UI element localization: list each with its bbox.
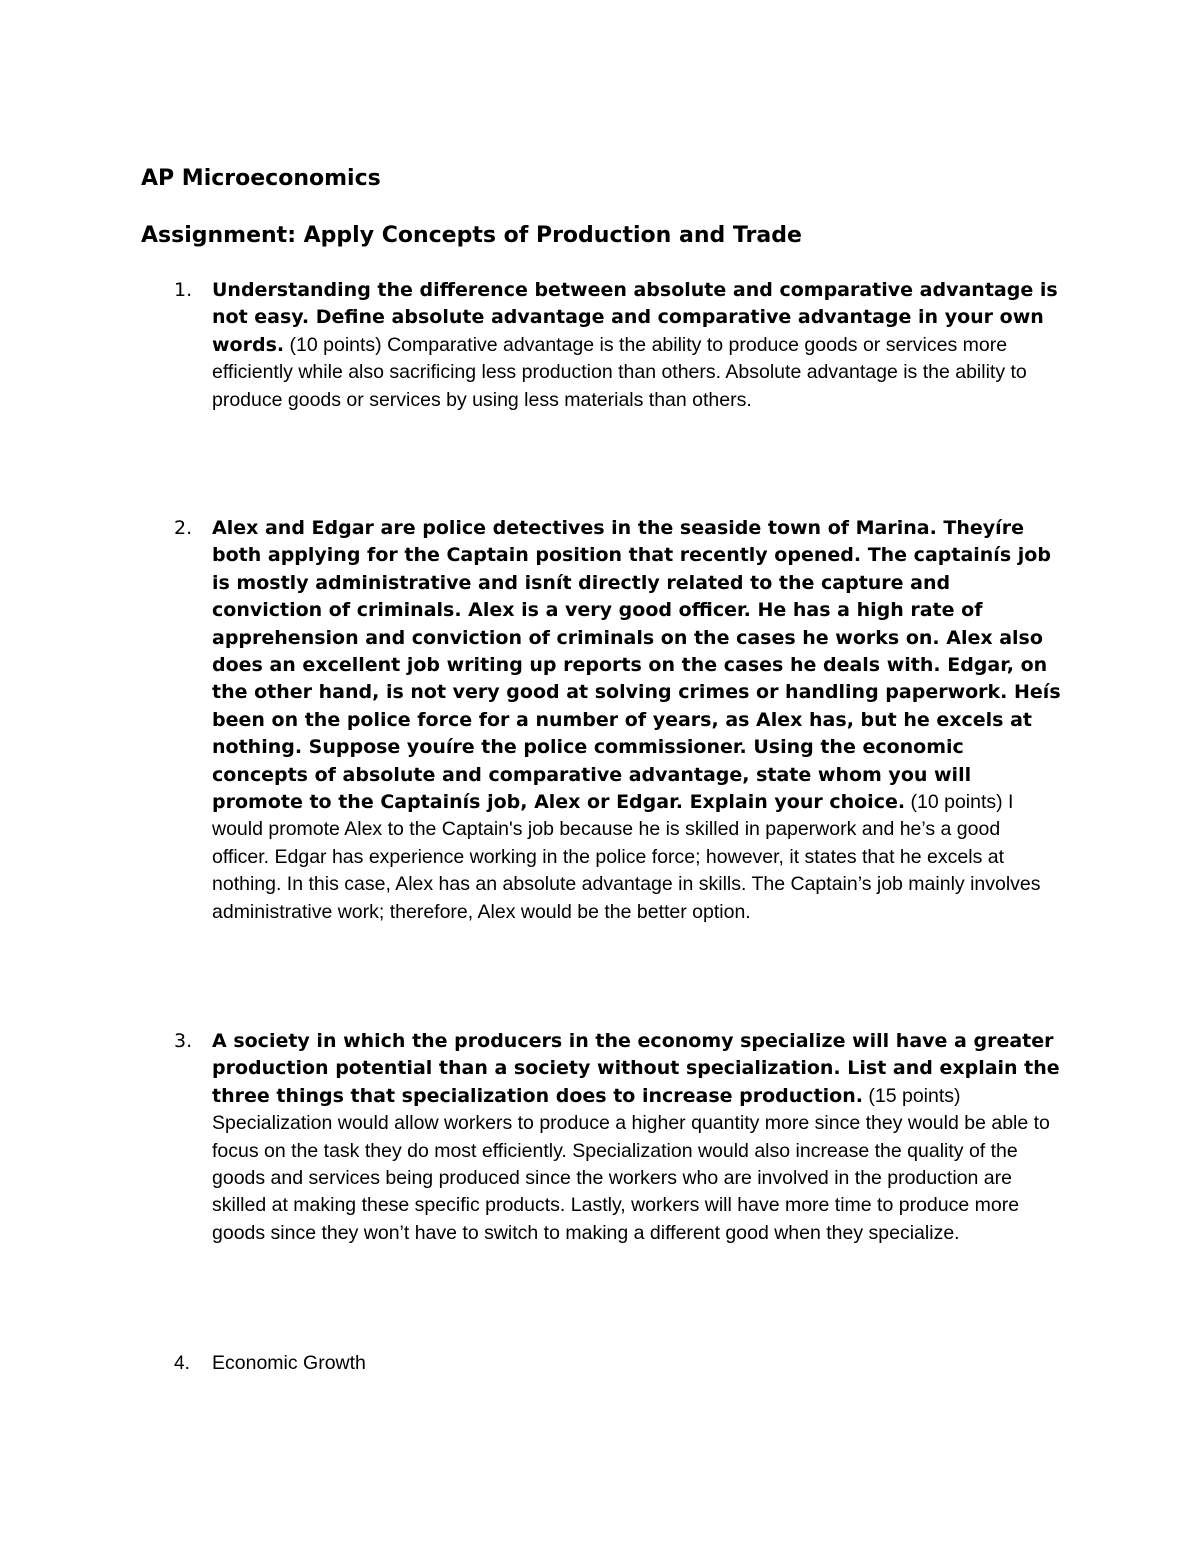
question-number: 4. — [174, 1353, 190, 1374]
question-1 — [141, 277, 1071, 414]
question-body — [212, 1028, 1062, 1247]
question-body — [212, 277, 1062, 414]
question-prompt: Understanding the difference between absolute and comparative advantage is not easy. Define absolute advantage and comparative advantage in your own words. — [212, 279, 1058, 356]
course-title: AP Microeconomics — [141, 166, 381, 191]
question-body — [212, 515, 1062, 926]
question-number: 2. — [174, 517, 193, 539]
question-3 — [141, 1028, 1071, 1247]
question-4 — [141, 1350, 1071, 1377]
question-number: 3. — [174, 1030, 193, 1052]
question-2 — [141, 515, 1071, 926]
question-answer: (10 points) Comparative advantage is the ability to produce goods or services more efficiently while also sacrificing less production than others. Absolute advantage is the ability to produce goods or services by using less materials than others. — [212, 333, 1027, 411]
question-number: 1. — [174, 279, 193, 301]
question-prompt: Alex and Edgar are police detectives in the seaside town of Marina. Theyíre both applying for the Captain position that recently opened. The captainís job is mostly administrative and isnít directly related to the capture and conviction of criminals. Alex is a very good officer. He has a high rate of apprehension and conviction of criminals on the cases he works on. Alex also does an excellent job writing up reports on the cases he deals with. Edgar, on the other hand, is not very good at solving crimes or handling paperwork. Heís been on the police force for a number of years, as Alex has, but he excels at nothing. Suppose youíre the police commissioner. Using the economic concepts of absolute and comparative advantage, state whom you will promote to the Captainís job, Alex or Edgar. Explain your choice. — [212, 517, 1061, 814]
question-answer: (10 points) I would promote Alex to the Captain's job because he is skilled in paperwork and he’s a good officer. Edgar has experience working in the police force; however, it states that he excels at nothing. In this case, Alex has an absolute advantage in skills. The Captain’s job mainly involves administrative work; therefore, Alex would be the better option. — [212, 791, 1041, 923]
question-answer: (15 points) Specialization would allow workers to produce a higher quantity more since they would be able to focus on the task they do most efficiently. Specialization would also increase the quality of the goods and services being produced since the workers who are involved in the production are skilled at making these specific products. Lastly, workers will have more time to produce more goods since they won’t have to switch to making a different good when they specialize. — [212, 1084, 1050, 1244]
question-body: Economic Growth — [212, 1352, 366, 1374]
question-prompt: A society in which the producers in the economy specialize will have a greater production potential than a society without specialization. List and explain the three things that specialization does to increase production. — [212, 1030, 1060, 1107]
assignment-title: Assignment: Apply Concepts of Production and Trade — [141, 223, 802, 248]
